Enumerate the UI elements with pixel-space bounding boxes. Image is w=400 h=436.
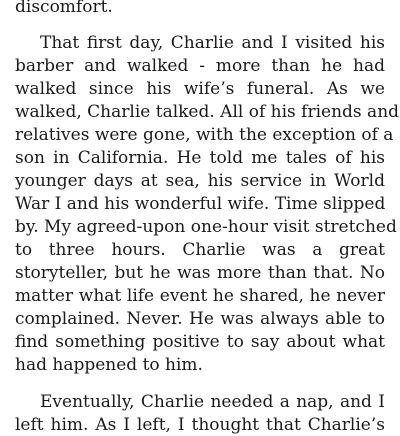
text-line: had happened to him. (15, 355, 203, 375)
text-line: walked since his wife’s funeral. As we (15, 79, 385, 99)
text-line: That first day, Charlie and I visited his (40, 33, 385, 53)
text-line: younger days at sea, his service in World (15, 171, 385, 191)
text-line: discomfort. (15, 0, 113, 17)
text-line: left him. As I left, I thought that Charlie’s (15, 415, 385, 435)
text-line: son in California. He told me tales of his (15, 148, 385, 168)
text-line: storyteller, but he was more than that. No (15, 263, 385, 283)
text-line: matter what life event he shared, he never (15, 286, 385, 306)
text-line: by. My agreed-upon one-hour visit stretched (15, 217, 397, 237)
text-line: Eventually, Charlie needed a nap, and I (40, 392, 385, 412)
text-line: barber and walked - more than he had (15, 56, 385, 76)
text-line: find something positive to say about what (15, 332, 385, 352)
text-line: War I and his wonderful wife. Time slipped (15, 194, 386, 214)
text-line: relatives were gone, with the exception of a (15, 125, 394, 145)
text-line: walked, Charlie talked. All of his friends and (15, 102, 400, 122)
text-line: to three hours. Charlie was a great (15, 240, 385, 260)
text-line: complained. Never. He was always able to (15, 309, 385, 329)
